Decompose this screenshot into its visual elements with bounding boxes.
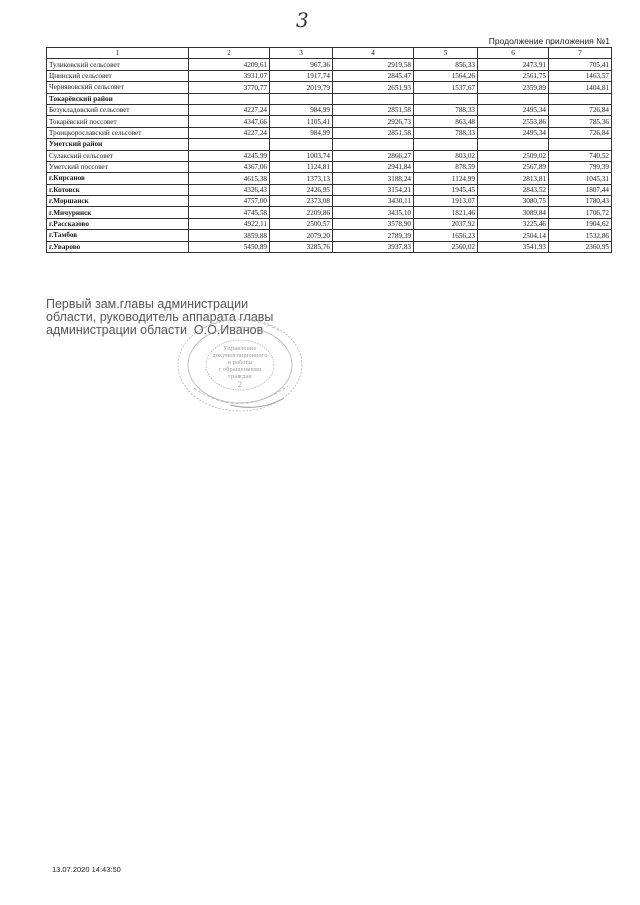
value-cell: 1537,67: [414, 82, 478, 93]
row-name-cell: г.Кирсанов: [47, 173, 189, 184]
header-cell: 6: [478, 48, 549, 59]
table-row: [47, 127, 612, 138]
value-cell: 2866,27: [333, 150, 414, 161]
value-cell: 2919,58: [333, 59, 414, 70]
value-cell: 4227,24: [189, 127, 270, 138]
appendix-caption: Продолжение приложения №1: [488, 36, 610, 46]
value-cell: 2509,02: [478, 150, 549, 161]
value-cell: [549, 93, 612, 104]
official-seal-stamp: [170, 310, 310, 420]
value-cell: 984,99: [270, 104, 333, 115]
value-cell: 1780,43: [549, 196, 612, 207]
signature-line-2: области, руководитель аппарата главы: [46, 310, 274, 324]
row-name-cell: Уметский район: [47, 139, 189, 150]
value-cell: 4326,43: [189, 184, 270, 195]
value-cell: 3188,24: [333, 173, 414, 184]
value-cell: 878,59: [414, 161, 478, 172]
value-cell: 5450,89: [189, 241, 270, 252]
row-name-cell: Безукладовский сельсовет: [47, 104, 189, 115]
value-cell: 705,41: [549, 59, 612, 70]
value-cell: 3770,77: [189, 82, 270, 93]
table-row: [47, 241, 612, 252]
value-cell: 1807,44: [549, 184, 612, 195]
value-cell: 984,99: [270, 127, 333, 138]
header-cell: 1: [47, 48, 189, 59]
seal-text-line: Управление: [223, 346, 257, 352]
value-cell: 4245,99: [189, 150, 270, 161]
value-cell: 2373,08: [270, 196, 333, 207]
row-name-cell: Цнинский сельсовет: [47, 70, 189, 81]
print-timestamp: 13.07.2020 14:43:50: [52, 865, 121, 874]
value-cell: 1917,74: [270, 70, 333, 81]
value-cell: 2019,79: [270, 82, 333, 93]
value-cell: 2359,89: [478, 82, 549, 93]
value-cell: 2553,86: [478, 116, 549, 127]
page-number: 3: [296, 8, 309, 32]
value-cell: 788,33: [414, 104, 478, 115]
seal-text-line: граждан: [228, 374, 252, 380]
table-row: [47, 70, 612, 81]
value-cell: [478, 139, 549, 150]
value-cell: 2851,58: [333, 104, 414, 115]
table-row: [47, 59, 612, 70]
table-row: [47, 104, 612, 115]
row-name-cell: Троицкорославский сельсовет: [47, 127, 189, 138]
value-cell: 1532,86: [549, 230, 612, 241]
table-row: [47, 116, 612, 127]
value-cell: 2473,91: [478, 59, 549, 70]
signatory-name: О.О.Иванов: [193, 323, 264, 337]
value-cell: 1373,13: [270, 173, 333, 184]
value-cell: 1003,74: [270, 150, 333, 161]
value-cell: [333, 139, 414, 150]
value-cell: 4227,24: [189, 104, 270, 115]
value-cell: 863,48: [414, 116, 478, 127]
value-cell: 1564,26: [414, 70, 478, 81]
district-header-row: [47, 139, 612, 150]
table-row: [47, 173, 612, 184]
value-cell: 2941,84: [333, 161, 414, 172]
value-cell: 726,84: [549, 104, 612, 115]
value-cell: 4347,66: [189, 116, 270, 127]
value-cell: 788,33: [414, 127, 478, 138]
value-cell: 3080,75: [478, 196, 549, 207]
row-name-cell: г.Мичуринск: [47, 207, 189, 218]
value-cell: 2209,86: [270, 207, 333, 218]
header-cell: 7: [549, 48, 612, 59]
value-cell: 2037,92: [414, 218, 478, 229]
table-row: [47, 184, 612, 195]
district-header-row: [47, 93, 612, 104]
value-cell: 2360,95: [549, 241, 612, 252]
value-cell: 2500,57: [270, 218, 333, 229]
value-cell: 2813,81: [478, 173, 549, 184]
value-cell: 726,84: [549, 127, 612, 138]
value-cell: 4745,58: [189, 207, 270, 218]
value-cell: 2079,20: [270, 230, 333, 241]
value-cell: 2845,47: [333, 70, 414, 81]
value-cell: 4615,38: [189, 173, 270, 184]
value-cell: 1124,99: [414, 173, 478, 184]
seal-text-line: и работы: [227, 360, 253, 366]
value-cell: 1045,31: [549, 173, 612, 184]
row-name-cell: Уметский поссовет: [47, 161, 189, 172]
row-name-cell: Сулакский сельсовет: [47, 150, 189, 161]
value-cell: 3435,10: [333, 207, 414, 218]
table-row: [47, 82, 612, 93]
value-cell: 3430,11: [333, 196, 414, 207]
row-name-cell: г.Моршанск: [47, 196, 189, 207]
value-cell: [478, 93, 549, 104]
row-name-cell: г.Рассказово: [47, 218, 189, 229]
signature-line-1: Первый зам.главы администрации: [46, 297, 249, 311]
value-cell: 3285,76: [270, 241, 333, 252]
row-name-cell: г.Котовск: [47, 184, 189, 195]
value-cell: 2567,89: [478, 161, 549, 172]
table-row: [47, 207, 612, 218]
row-name-cell: Туликовский сельсовет: [47, 59, 189, 70]
header-cell: 2: [189, 48, 270, 59]
value-cell: 1706,72: [549, 207, 612, 218]
value-cell: [189, 139, 270, 150]
table-header-row: [47, 48, 612, 59]
value-cell: 785,36: [549, 116, 612, 127]
value-cell: 3578,90: [333, 218, 414, 229]
value-cell: 1404,81: [549, 82, 612, 93]
table-row: [47, 230, 612, 241]
value-cell: 2926,73: [333, 116, 414, 127]
table-body: [47, 48, 612, 253]
value-cell: 2495,34: [478, 104, 549, 115]
value-cell: 4757,00: [189, 196, 270, 207]
data-table: [46, 47, 612, 253]
value-cell: [189, 93, 270, 104]
value-cell: [270, 93, 333, 104]
value-cell: 3541,93: [478, 241, 549, 252]
row-name-cell: Токарёвский район: [47, 93, 189, 104]
value-cell: 3225,46: [478, 218, 549, 229]
value-cell: [414, 139, 478, 150]
value-cell: 3859,88: [189, 230, 270, 241]
value-cell: 2789,39: [333, 230, 414, 241]
value-cell: 2851,58: [333, 127, 414, 138]
value-cell: 2561,75: [478, 70, 549, 81]
value-cell: 2426,95: [270, 184, 333, 195]
row-name-cell: Чернявовский сельсовет: [47, 82, 189, 93]
value-cell: 2651,93: [333, 82, 414, 93]
value-cell: 803,02: [414, 150, 478, 161]
seal-text-line: с обращениями: [218, 367, 262, 373]
header-cell: 3: [270, 48, 333, 59]
value-cell: 1124,81: [270, 161, 333, 172]
value-cell: 1656,23: [414, 230, 478, 241]
row-name-cell: г.Тамбов: [47, 230, 189, 241]
signature-position: администрации области: [46, 323, 187, 337]
value-cell: 3931,07: [189, 70, 270, 81]
value-cell: 1904,62: [549, 218, 612, 229]
value-cell: 3937,83: [333, 241, 414, 252]
value-cell: 1463,57: [549, 70, 612, 81]
value-cell: 1105,41: [270, 116, 333, 127]
value-cell: 3089,84: [478, 207, 549, 218]
value-cell: [270, 139, 333, 150]
value-cell: 4209,61: [189, 59, 270, 70]
value-cell: 4922,11: [189, 218, 270, 229]
table-row: [47, 150, 612, 161]
value-cell: 2504,14: [478, 230, 549, 241]
value-cell: 3154,21: [333, 184, 414, 195]
value-cell: 1945,45: [414, 184, 478, 195]
table-row: [47, 218, 612, 229]
value-cell: 1913,07: [414, 196, 478, 207]
value-cell: 2495,34: [478, 127, 549, 138]
value-cell: 2843,52: [478, 184, 549, 195]
value-cell: [333, 93, 414, 104]
seal-number: 2: [237, 381, 243, 389]
value-cell: 1821,46: [414, 207, 478, 218]
row-name-cell: Токарёвский поссовет: [47, 116, 189, 127]
table-row: [47, 161, 612, 172]
value-cell: 740,52: [549, 150, 612, 161]
value-cell: 4367,06: [189, 161, 270, 172]
header-cell: 4: [333, 48, 414, 59]
value-cell: 2560,02: [414, 241, 478, 252]
row-name-cell: г.Уварово: [47, 241, 189, 252]
value-cell: [549, 139, 612, 150]
value-cell: 799,39: [549, 161, 612, 172]
value-cell: 856,33: [414, 59, 478, 70]
value-cell: [414, 93, 478, 104]
value-cell: 967,36: [270, 59, 333, 70]
header-cell: 5: [414, 48, 478, 59]
seal-text-line: документационного: [212, 353, 268, 359]
table-row: [47, 196, 612, 207]
